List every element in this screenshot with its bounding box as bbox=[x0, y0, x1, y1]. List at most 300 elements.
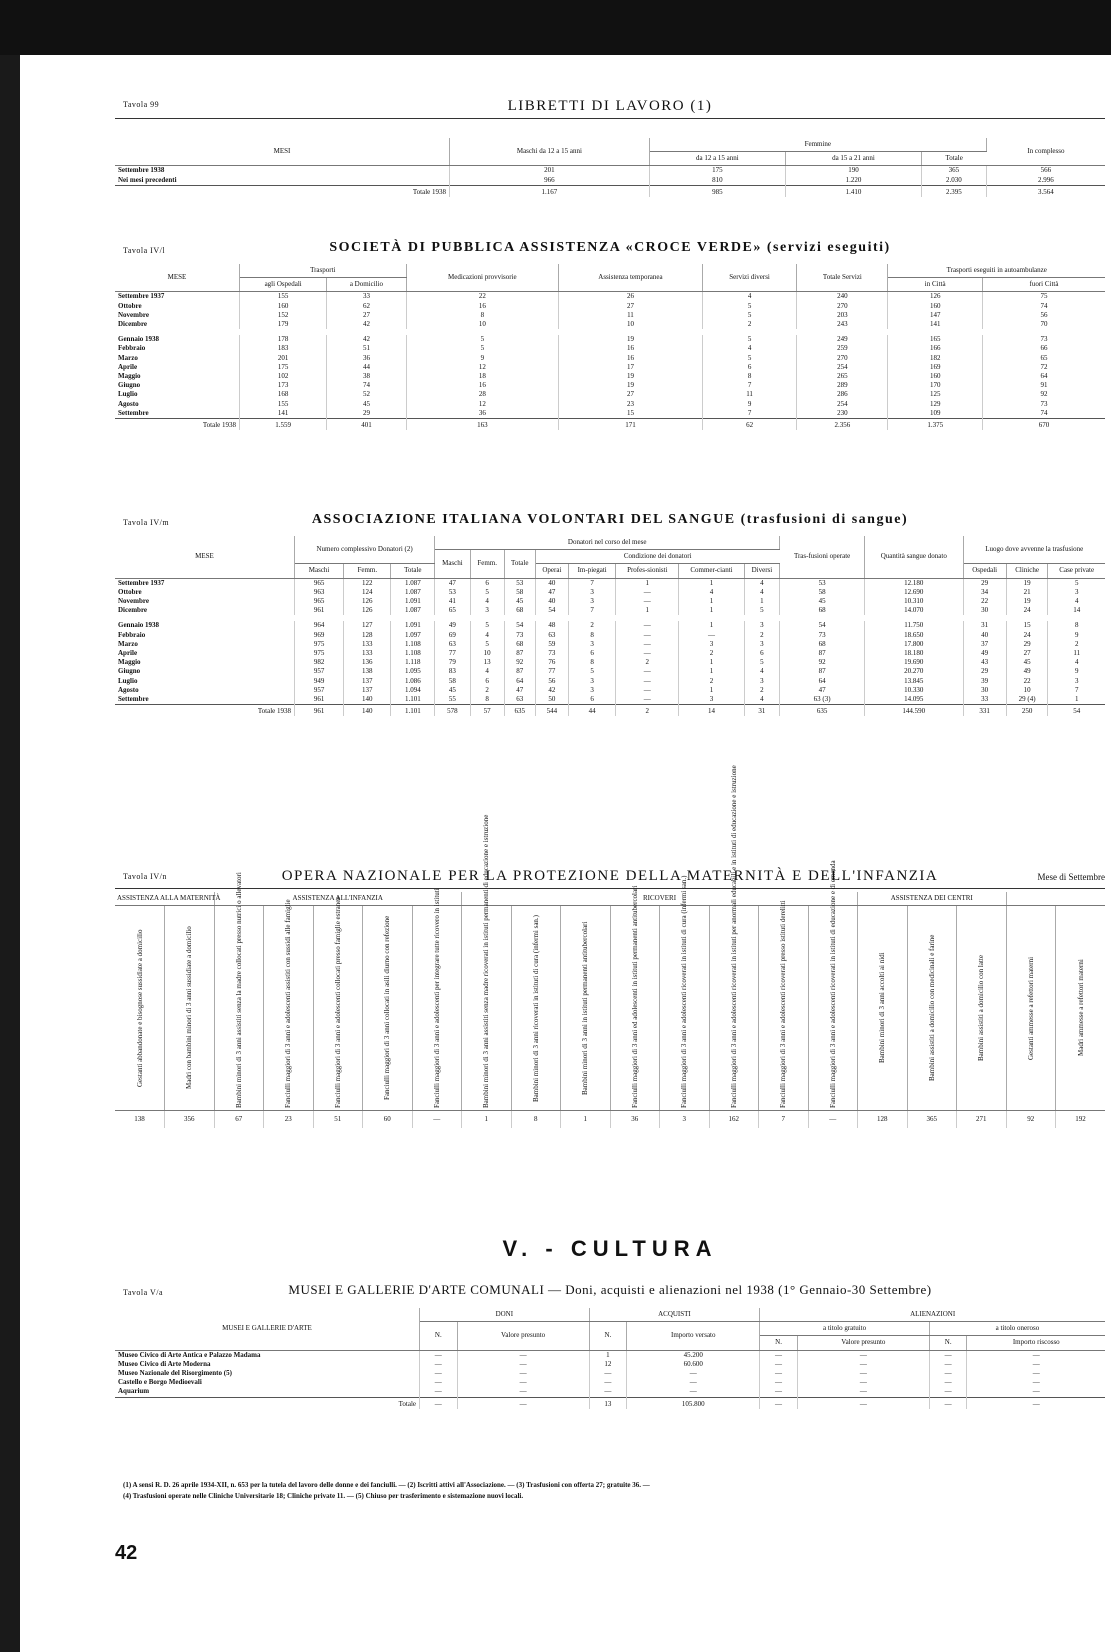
col-luogo: Luogo dove avvenne la trasfusione bbox=[963, 536, 1105, 564]
table-cell: 5 bbox=[702, 311, 797, 320]
table-cell: — bbox=[616, 621, 679, 630]
col-operai: Operai bbox=[535, 564, 568, 578]
table-cell: — bbox=[929, 1350, 967, 1360]
col-trasf: Tras-fusioni operate bbox=[780, 536, 865, 578]
table-cell: 975 bbox=[295, 649, 344, 658]
omni-value: — bbox=[412, 1111, 462, 1129]
omni-value: 356 bbox=[165, 1111, 215, 1129]
table-cell: 3 bbox=[744, 677, 779, 686]
table-cell: 5 bbox=[744, 658, 779, 667]
table-cell: — bbox=[760, 1387, 798, 1397]
musei-tavola: Tavola V/a bbox=[123, 1288, 164, 1297]
table-cell: 8 bbox=[569, 631, 616, 640]
row-label: Settembre bbox=[115, 409, 240, 419]
croce-table bbox=[115, 264, 1105, 430]
table-cell: 39 bbox=[963, 677, 1006, 686]
table-cell: 54 bbox=[504, 621, 535, 630]
omni-col-header bbox=[709, 765, 759, 1111]
table-cell: 949 bbox=[295, 677, 344, 686]
table-cell: 6 bbox=[744, 649, 779, 658]
table-cell: 47 bbox=[504, 686, 535, 695]
col-impiegati: Im-piegati bbox=[569, 564, 616, 578]
omni-col-label: Bambini minori di 3 anni accolti ai nidi bbox=[878, 952, 887, 1064]
table-cell: 289 bbox=[797, 381, 888, 390]
table-cell: 183 bbox=[240, 344, 327, 353]
total-cell: 331 bbox=[963, 705, 1006, 717]
table-cell: — bbox=[627, 1387, 760, 1397]
table-cell: 1 bbox=[679, 606, 744, 615]
table-cell: 36 bbox=[327, 354, 406, 363]
table-cell: 127 bbox=[344, 621, 391, 630]
table-cell: 7 bbox=[1074, 685, 1079, 694]
musei-table bbox=[115, 1308, 1105, 1409]
table-cell: — bbox=[457, 1360, 589, 1369]
table-cell: 190 bbox=[785, 166, 921, 176]
omni-value: 271 bbox=[957, 1111, 1007, 1129]
table-cell: 265 bbox=[797, 372, 888, 381]
table-cell: 8 bbox=[470, 695, 504, 705]
group-centri: ASSISTENZA DEI CENTRI bbox=[858, 892, 1007, 906]
col-acquisti: ACQUISTI bbox=[589, 1308, 760, 1322]
table-cell: 5 bbox=[702, 354, 797, 363]
table-cell: 179 bbox=[240, 320, 327, 329]
total-cell: 140 bbox=[344, 705, 391, 717]
total-cell: 2 bbox=[616, 705, 679, 717]
table-cell: 30 bbox=[963, 606, 1006, 615]
row-label: Aquarium bbox=[115, 1387, 420, 1397]
table-cell: 4 bbox=[702, 292, 797, 302]
table-cell: 24 bbox=[1006, 631, 1048, 640]
omni-col-header bbox=[313, 896, 363, 1111]
table-cell: 2.030 bbox=[922, 176, 987, 186]
col-n-femm: Femm. bbox=[344, 564, 391, 578]
omni-month: Mese di Settembre bbox=[1037, 872, 1105, 882]
row-label: Museo Civico di Arte Antica e Palazzo Madama bbox=[115, 1350, 420, 1360]
row-label: Settembre 1937 bbox=[115, 578, 295, 588]
table-cell: 58 bbox=[435, 677, 470, 686]
table-cell: 4 bbox=[470, 667, 504, 676]
table-cell: 243 bbox=[797, 320, 888, 329]
table-cell: 2 bbox=[679, 677, 744, 686]
table-cell: — bbox=[616, 597, 679, 606]
table-cell: — bbox=[760, 1360, 798, 1369]
col-clin: Cliniche bbox=[1006, 564, 1048, 578]
table-cell: 152 bbox=[240, 311, 327, 320]
col-grat-n: N. bbox=[760, 1336, 798, 1350]
table-cell: 40 bbox=[535, 578, 568, 588]
table-row bbox=[115, 166, 1105, 176]
omni-col-label: Fanciulli maggiori di 3 anni collocati in asili diurno con refezione bbox=[383, 916, 392, 1101]
table-cell: 249 bbox=[797, 335, 888, 344]
table-row bbox=[115, 606, 1105, 615]
col-c-totale: Totale bbox=[504, 550, 535, 578]
table-cell: 19 bbox=[559, 372, 703, 381]
table-cell: 42 bbox=[327, 320, 406, 329]
omni-col-label: Bambini minori di 3 anni in istituti permanenti antitubercolari bbox=[581, 921, 590, 1095]
table-cell: 24 bbox=[1006, 606, 1048, 615]
table-row bbox=[115, 631, 1105, 640]
omni-col-header bbox=[1056, 906, 1106, 1111]
total-cell: 62 bbox=[702, 419, 797, 431]
table-cell: 5 bbox=[702, 335, 797, 344]
table-cell: — bbox=[589, 1387, 627, 1397]
total-cell: 670 bbox=[982, 419, 1105, 431]
table-cell: 26 bbox=[559, 292, 703, 302]
table-cell: 66 bbox=[1040, 344, 1048, 353]
col-doni-n: N. bbox=[420, 1322, 458, 1350]
table-cell: 1.094 bbox=[391, 686, 435, 695]
table-cell: 56 bbox=[535, 677, 568, 686]
omni-col-label: Fanciulli maggiori di 3 anni e adolescenti per integrare tutte ricovero in istituti bbox=[432, 888, 441, 1109]
table-cell: 14.070 bbox=[865, 606, 963, 615]
table-cell: 2.996 bbox=[1038, 175, 1054, 184]
table-row bbox=[115, 686, 1105, 695]
table-cell: 79 bbox=[435, 658, 470, 667]
table-cell: 19 bbox=[559, 381, 703, 390]
table-cell: 9 bbox=[1074, 667, 1079, 676]
table-cell: 50 bbox=[535, 695, 568, 705]
total-cell: 44 bbox=[569, 705, 616, 717]
col-mese: MESE bbox=[115, 536, 295, 578]
table-cell: 3 bbox=[569, 686, 616, 695]
section-heading: V. - CULTURA bbox=[502, 1236, 718, 1261]
table-cell: 270 bbox=[797, 354, 888, 363]
row-label: Ottobre bbox=[115, 302, 240, 311]
row-label: Giugno bbox=[115, 667, 295, 676]
table-row bbox=[115, 292, 1105, 302]
table-cell: 63 bbox=[535, 631, 568, 640]
table-cell: 44 bbox=[327, 363, 406, 372]
omni-col-label: Bambini assistiti a domicilio con medicinali e farine bbox=[927, 935, 936, 1082]
table-cell: 147 bbox=[888, 311, 983, 320]
table-cell: 961 bbox=[295, 695, 344, 705]
musei-title: MUSEI E GALLERIE D'ARTE COMUNALI — Doni, acquisti e alienazioni nel 1938 (1° Gennaio-30 Settembre) bbox=[288, 1282, 932, 1297]
table-cell: — bbox=[457, 1387, 589, 1397]
total-cell: 1.375 bbox=[888, 419, 983, 431]
table-row bbox=[115, 677, 1105, 686]
table-cell: — bbox=[797, 1360, 929, 1369]
table-cell: 74 bbox=[1040, 408, 1048, 417]
omni-col-header bbox=[759, 900, 809, 1111]
table-cell: 45 bbox=[780, 597, 865, 606]
table-cell: 3 bbox=[569, 597, 616, 606]
total-cell: 1.101 bbox=[391, 705, 435, 717]
omni-value: 51 bbox=[313, 1111, 363, 1129]
total-cell: 1.559 bbox=[240, 419, 327, 431]
table-cell: 169 bbox=[888, 363, 983, 372]
table-cell: — bbox=[797, 1378, 929, 1387]
table-cell: 5 bbox=[470, 621, 504, 630]
col-f1: da 12 a 15 anni bbox=[649, 152, 785, 166]
table-cell: 1.086 bbox=[391, 677, 435, 686]
table-cell: — bbox=[1032, 1387, 1040, 1396]
table-cell: 964 bbox=[295, 621, 344, 630]
col-condizione: Condizione dei donatori bbox=[535, 550, 779, 564]
total-cell: — bbox=[760, 1397, 798, 1409]
row-label: Agosto bbox=[115, 400, 240, 409]
table-cell: 9 bbox=[1074, 630, 1079, 639]
row-label: Settembre 1937 bbox=[115, 292, 240, 302]
table-row bbox=[115, 400, 1105, 409]
total-row bbox=[115, 1397, 1105, 1409]
table-cell: 13 bbox=[470, 658, 504, 667]
table-row bbox=[115, 372, 1105, 381]
table-cell: 969 bbox=[295, 631, 344, 640]
omni-value: 1 bbox=[462, 1111, 512, 1129]
row-label: Febbraio bbox=[115, 631, 295, 640]
table-cell: 10 bbox=[559, 320, 703, 329]
row-label: Luglio bbox=[115, 390, 240, 399]
col-medicazioni: Medicazioni provvisorie bbox=[406, 264, 559, 292]
col-trasporti: Trasporti bbox=[240, 264, 407, 278]
col-n-maschi: Maschi bbox=[295, 564, 344, 578]
table-cell: 4 bbox=[470, 631, 504, 640]
table-cell: 128 bbox=[344, 631, 391, 640]
total-cell: — bbox=[797, 1397, 929, 1409]
table-cell: 19 bbox=[559, 335, 703, 344]
table-cell: 15 bbox=[1006, 621, 1048, 630]
avis-body bbox=[115, 578, 1105, 716]
row-label: Giugno bbox=[115, 381, 240, 390]
table-cell: 16 bbox=[406, 381, 559, 390]
table-cell: 1 bbox=[679, 578, 744, 588]
omni-col-header bbox=[214, 872, 264, 1111]
table-cell: 2 bbox=[616, 658, 679, 667]
scan-left-border bbox=[0, 55, 20, 1652]
table-row bbox=[115, 621, 1105, 630]
table-cell: 173 bbox=[240, 381, 327, 390]
total-cell: — bbox=[929, 1397, 967, 1409]
table-row bbox=[115, 344, 1105, 353]
table-cell: 259 bbox=[797, 344, 888, 353]
omni-tavola: Tavola IV/n bbox=[123, 872, 167, 881]
total-cell: 635 bbox=[504, 705, 535, 717]
table-cell: 29 bbox=[1006, 640, 1048, 649]
row-label: Ottobre bbox=[115, 588, 295, 597]
total-cell: 544 bbox=[535, 705, 568, 717]
omni-col-label: Gestanti abbandonate e bisognose sussidiate a domicilio bbox=[135, 929, 144, 1087]
table-cell: 3 bbox=[744, 640, 779, 649]
row-label: Settembre 1938 bbox=[115, 166, 450, 176]
table-cell: — bbox=[457, 1369, 589, 1378]
table-cell: 65 bbox=[1040, 353, 1048, 362]
table-cell: 19 bbox=[1006, 597, 1048, 606]
table-cell: 3 bbox=[569, 640, 616, 649]
table-cell: 48 bbox=[535, 621, 568, 630]
table-cell: — bbox=[616, 667, 679, 676]
table-cell: 7 bbox=[702, 381, 797, 390]
omni-col-label: Bambini minori di 3 anni ricoverati in istituti di cura (infermi san.) bbox=[531, 914, 540, 1102]
table-cell: 4 bbox=[744, 695, 779, 705]
croce-tavola: Tavola IV/l bbox=[123, 246, 166, 255]
table-cell: 137 bbox=[344, 686, 391, 695]
total-cell: — bbox=[457, 1397, 589, 1409]
row-label: Dicembre bbox=[115, 320, 240, 329]
omni-col-label: Bambini minori di 3 anni assistiti senza la madre collocati presso nutrici o allevatori bbox=[234, 872, 243, 1109]
omni-col-label: Fanciulli maggiori di 3 anni e adolescenti ricoverati in istituti di educazione e di emenda bbox=[828, 860, 837, 1109]
table-cell: 9 bbox=[406, 354, 559, 363]
table-cell: 47 bbox=[435, 578, 470, 588]
table-cell: 165 bbox=[888, 335, 983, 344]
col-alien: ALIENAZIONI bbox=[760, 1308, 1105, 1322]
col-diversi: Diversi bbox=[744, 564, 779, 578]
table-cell: 4 bbox=[1074, 658, 1079, 667]
table-cell: 982 bbox=[295, 658, 344, 667]
table-cell: 53 bbox=[780, 578, 865, 588]
row-label: Settembre bbox=[115, 695, 295, 705]
table-cell: 73 bbox=[535, 649, 568, 658]
table-cell: 74 bbox=[1040, 301, 1048, 310]
total-label: Totale 1938 bbox=[115, 419, 240, 431]
table-row bbox=[115, 640, 1105, 649]
total-cell: 163 bbox=[406, 419, 559, 431]
table-cell: 12 bbox=[589, 1360, 627, 1369]
omni-value: 365 bbox=[907, 1111, 957, 1129]
libretti-tavola: Tavola 99 bbox=[123, 100, 160, 109]
table-cell: 49 bbox=[963, 649, 1006, 658]
table-cell: 2 bbox=[679, 649, 744, 658]
table-cell: 36 bbox=[406, 409, 559, 419]
table-cell: 8 bbox=[406, 311, 559, 320]
table-cell: 42 bbox=[327, 335, 406, 344]
table-cell: 5 bbox=[569, 667, 616, 676]
table-cell: 16 bbox=[406, 302, 559, 311]
table-cell: 41 bbox=[435, 597, 470, 606]
table-cell: 1.108 bbox=[391, 649, 435, 658]
total-cell: 2.395 bbox=[922, 185, 987, 197]
table-cell: — bbox=[627, 1369, 760, 1378]
table-cell: 31 bbox=[963, 621, 1006, 630]
table-cell: 40 bbox=[535, 597, 568, 606]
table-cell: 42 bbox=[535, 686, 568, 695]
table-cell: 63 bbox=[435, 640, 470, 649]
table-cell: 1 bbox=[1074, 695, 1079, 704]
table-cell: 51 bbox=[327, 344, 406, 353]
table-cell: 64 bbox=[780, 677, 865, 686]
table-cell: 15 bbox=[559, 409, 703, 419]
col-n-totale: Totale bbox=[391, 564, 435, 578]
table-cell: 3 bbox=[569, 588, 616, 597]
table-cell: 566 bbox=[1040, 166, 1052, 175]
table-cell: 4 bbox=[679, 588, 744, 597]
row-label: Aprile bbox=[115, 649, 295, 658]
table-cell: 45 bbox=[504, 597, 535, 606]
footnote-line: (4) Trasfusioni operate nelle Cliniche Universitarie 18; Cliniche private 11. — (5) Chiuso per trasferimento e sistemazione nuovi locali. bbox=[123, 1492, 524, 1500]
table-cell: 1.095 bbox=[391, 667, 435, 676]
table-cell: 136 bbox=[344, 658, 391, 667]
omni-value: 23 bbox=[264, 1111, 314, 1129]
omni-value: 60 bbox=[363, 1111, 413, 1129]
row-label: Marzo bbox=[115, 354, 240, 363]
avis-table bbox=[115, 536, 1105, 716]
table-cell: — bbox=[616, 640, 679, 649]
table-row bbox=[115, 1350, 1105, 1360]
table-cell: 10 bbox=[470, 649, 504, 658]
table-cell: 22 bbox=[963, 597, 1006, 606]
table-row bbox=[115, 302, 1105, 311]
col-citta: in Città bbox=[888, 278, 983, 292]
table-cell: 27 bbox=[327, 311, 406, 320]
table-cell: — bbox=[929, 1360, 967, 1369]
col-grat: a titolo gratuito bbox=[760, 1322, 930, 1336]
col-commer: Commer-cianti bbox=[679, 564, 744, 578]
total-row bbox=[115, 419, 1105, 431]
table-cell: 975 bbox=[295, 640, 344, 649]
total-label: Totale 1938 bbox=[115, 705, 295, 717]
col-oner-importo: Importo riscosso bbox=[967, 1336, 1105, 1350]
table-cell: 1.087 bbox=[391, 588, 435, 597]
omni-value: 8 bbox=[511, 1111, 561, 1129]
table-cell: 175 bbox=[649, 166, 785, 176]
table-cell: 92 bbox=[504, 658, 535, 667]
omni-col-label: Gestanti ammesse a refettori materni bbox=[1026, 956, 1035, 1060]
table-cell: 166 bbox=[888, 344, 983, 353]
table-cell: 72 bbox=[1040, 362, 1048, 371]
table-cell: 56 bbox=[1040, 310, 1048, 319]
omni-col-header bbox=[115, 906, 165, 1111]
table-cell: 4 bbox=[702, 344, 797, 353]
table-cell: 59 bbox=[535, 640, 568, 649]
omni-col-header bbox=[858, 906, 908, 1111]
total-cell: 3.564 bbox=[986, 185, 1105, 197]
table-cell: 5 bbox=[702, 302, 797, 311]
table-cell: 168 bbox=[240, 390, 327, 399]
table-cell: 45 bbox=[327, 400, 406, 409]
row-label: Novembre bbox=[115, 311, 240, 320]
omni-col-label: Fanciulli maggiori di 3 anni e adolescenti ricoverati presso istituti derelitti bbox=[779, 900, 788, 1109]
table-row bbox=[115, 320, 1105, 329]
table-cell: — bbox=[929, 1378, 967, 1387]
table-cell: 240 bbox=[797, 292, 888, 302]
table-cell: 65 bbox=[435, 606, 470, 615]
table-cell: 11 bbox=[559, 311, 703, 320]
table-cell: 11 bbox=[1073, 649, 1081, 658]
omni-value: 162 bbox=[709, 1111, 759, 1129]
table-cell: 14 bbox=[1073, 606, 1081, 615]
omni-value: 3 bbox=[660, 1111, 710, 1129]
omni-col-header bbox=[363, 906, 413, 1111]
col-case: Case private bbox=[1048, 564, 1105, 578]
table-cell: — bbox=[1032, 1369, 1040, 1378]
row-label: Dicembre bbox=[115, 606, 295, 615]
avis-title: ASSOCIAZIONE ITALIANA VOLONTARI DEL SANGUE (trasfusioni di sangue) bbox=[311, 512, 909, 527]
omni-value: — bbox=[808, 1111, 858, 1129]
col-c-maschi: Maschi bbox=[435, 550, 470, 578]
table-cell: 29 bbox=[963, 667, 1006, 676]
table-cell: 1 bbox=[679, 686, 744, 695]
omni-value: 7 bbox=[759, 1111, 809, 1129]
table-cell: 201 bbox=[240, 354, 327, 363]
table-cell: 965 bbox=[295, 578, 344, 588]
table-cell: — bbox=[616, 631, 679, 640]
table-cell: 2 bbox=[470, 686, 504, 695]
table-cell: 3 bbox=[1074, 587, 1079, 596]
table-cell: 28 bbox=[406, 390, 559, 399]
table-cell: 45 bbox=[435, 686, 470, 695]
total-cell: 961 bbox=[295, 705, 344, 717]
table-cell: 138 bbox=[344, 667, 391, 676]
table-cell: 22 bbox=[406, 292, 559, 302]
table-row bbox=[115, 578, 1105, 588]
col-ospedali: agli Ospedali bbox=[240, 278, 327, 292]
table-cell: 137 bbox=[344, 677, 391, 686]
table-cell: 961 bbox=[295, 606, 344, 615]
total-cell: 171 bbox=[559, 419, 703, 431]
table-cell: 286 bbox=[797, 390, 888, 399]
table-cell: — bbox=[929, 1369, 967, 1378]
table-cell: 37 bbox=[963, 640, 1006, 649]
omni-col-header bbox=[957, 906, 1007, 1111]
